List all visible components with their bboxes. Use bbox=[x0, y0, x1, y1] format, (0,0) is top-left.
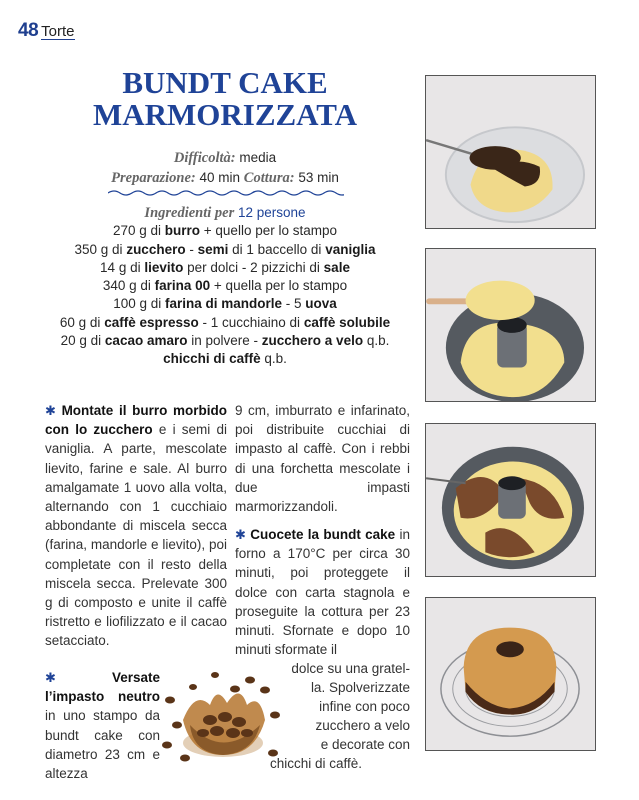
asterisk-bullet-icon: ✱ bbox=[45, 670, 56, 685]
step-3-tail-line: la. Spolverizzate bbox=[310, 680, 410, 695]
step-3-tail-line: e decorate con bbox=[320, 737, 410, 752]
page-number: 48 bbox=[18, 20, 39, 41]
bowl-coffee-image bbox=[426, 76, 595, 228]
ingredients-list bbox=[40, 222, 410, 368]
ingredients-heading bbox=[40, 204, 410, 222]
ingredient-line: chicchi di caffè q.b. bbox=[163, 351, 287, 367]
section-name: Torte bbox=[41, 23, 75, 40]
ingredients-heading-label: Ingredienti per bbox=[144, 205, 235, 221]
difficulty-label: Difficoltà: bbox=[173, 150, 236, 166]
step-3-tail-line: zucchero a velo bbox=[315, 718, 410, 733]
step-photo-2 bbox=[425, 248, 596, 402]
step-3-text: in forno a 170°C per circa 30 minuti, poi proteggete il dolce con carta stagnola e proseguite la cottura per 23 minuti. Sfornate e dopo 10 minuti sformate il bbox=[235, 527, 410, 658]
cook-label: Cottura: bbox=[243, 170, 295, 186]
step-3-tail-line: infine con poco bbox=[319, 699, 410, 714]
step-2 bbox=[45, 668, 160, 783]
ingredient-line: 100 g di farina di mandorle - 5 uova bbox=[113, 296, 337, 312]
step-2-text: in uno stampo da bundt cake con diametro 23 cm e altezza bbox=[45, 708, 160, 782]
ingredient-line: 350 g di zucchero - semi di 1 baccello di vaniglia bbox=[74, 241, 376, 257]
cook-value: 53 min bbox=[298, 170, 339, 185]
step-2-lead: Versate l’impasto neutro bbox=[45, 670, 160, 705]
ingredient-line: 270 g di burro + quello per lo stampo bbox=[112, 223, 337, 239]
title-line-2: MARMORIZZATA bbox=[92, 97, 358, 132]
step-3-tail-line: chicchi di caffè. bbox=[270, 756, 363, 771]
ingredient-line: 14 g di lievito per dolci - 2 pizzichi di sale bbox=[100, 259, 350, 275]
page-folio bbox=[18, 20, 75, 42]
step-photo-4 bbox=[425, 597, 596, 751]
recipe-meta bbox=[80, 148, 370, 188]
wave-divider bbox=[108, 189, 344, 197]
ingredient-line: 60 g di caffè espresso - 1 cucchiaino di caffè solubile bbox=[59, 314, 391, 330]
marbled-batter-image bbox=[426, 424, 595, 576]
prep-label: Preparazione: bbox=[111, 170, 196, 186]
step-1-text: e i semi di vaniglia. A parte, mescolate lievito, farine e sale. Al burro amalgamate 1 uovo alla volta, alternando con 1 cucchiaio abbondante di miscela secca (farina, mandorle e lievito), poi completate con il resto della miscela secca. Prelevate 300 g di composto e unite il caffè ristretto e liofilizzato e il cacao setacciato. bbox=[45, 422, 227, 649]
prep-value: 40 min bbox=[199, 170, 241, 185]
ingredient-line: 20 g di cacao amaro in polvere - zucchero a velo q.b. bbox=[60, 333, 390, 349]
step-photo-1 bbox=[425, 75, 596, 229]
ingredients-block bbox=[40, 204, 410, 369]
asterisk-bullet-icon: ✱ bbox=[235, 527, 246, 542]
bundt-pan-batter-image bbox=[426, 249, 595, 401]
title-line-1: BUNDT CAKE bbox=[122, 65, 328, 100]
recipe-title bbox=[80, 67, 370, 131]
finished-bundt-cake-image bbox=[426, 598, 595, 750]
coffee-splash-image bbox=[155, 665, 290, 765]
servings: 12 persone bbox=[238, 205, 306, 220]
step-1 bbox=[45, 401, 227, 651]
step-3 bbox=[235, 525, 410, 659]
asterisk-bullet-icon: ✱ bbox=[45, 403, 56, 418]
step-2-cont-text: 9 cm, imburrato e infarinato, poi distribuite cucchiai di impasto al caffè. Con i rebbi di una forchetta mescolate i due impasti marmorizzandoli. bbox=[235, 403, 410, 515]
ingredient-line: 340 g di farina 00 + quella per lo stampo bbox=[102, 278, 348, 294]
step-photo-3 bbox=[425, 423, 596, 577]
difficulty-value: media bbox=[239, 150, 277, 165]
step-3-lead: Cuocete la bundt cake bbox=[250, 527, 396, 542]
step-3-tail-line: dolce su una gratel- bbox=[291, 661, 410, 676]
step-1-lead: Montate il burro morbido con lo zucchero bbox=[45, 403, 227, 438]
step-2-continued bbox=[235, 401, 410, 516]
